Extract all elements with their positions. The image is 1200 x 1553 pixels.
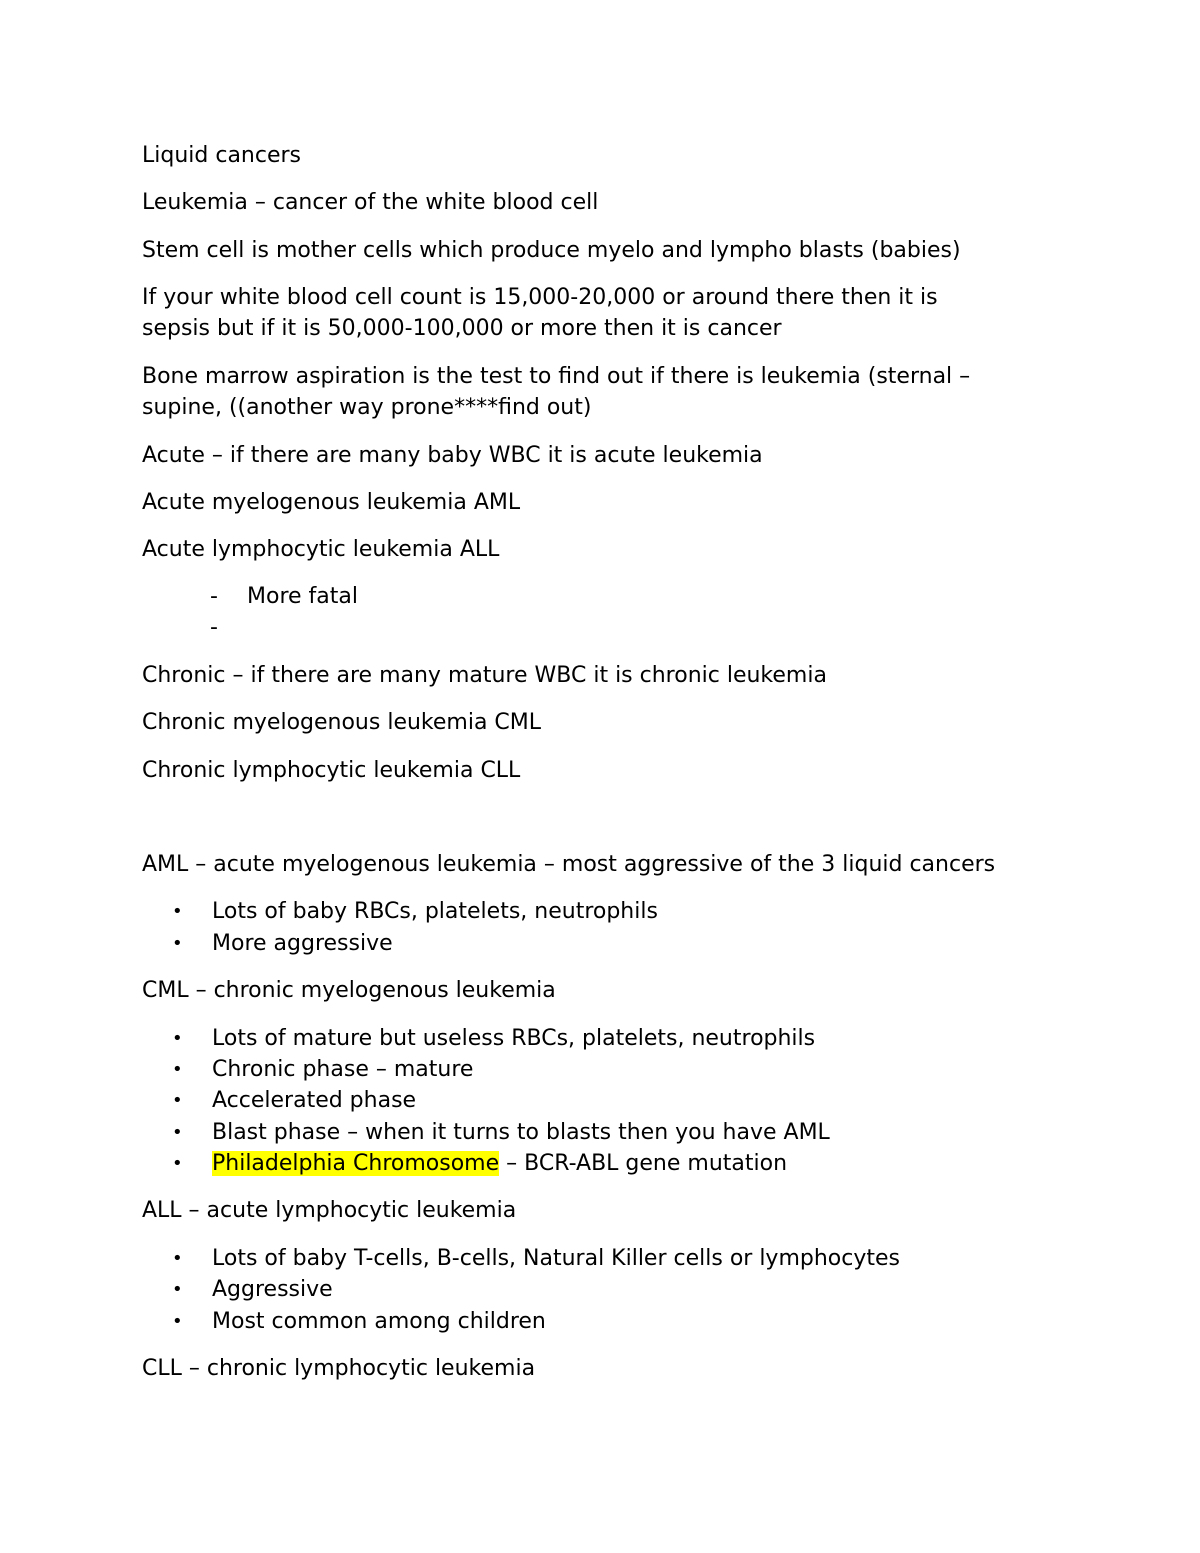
list-item — [172, 1148, 787, 1179]
list-item — [210, 612, 247, 643]
list-item-text: More aggressive — [212, 931, 393, 956]
bullet-marker: • — [172, 1279, 183, 1300]
bone-marrow-line-1: Bone marrow aspiration is the test to find out if there is leukemia (sternal – — [142, 364, 971, 389]
list-item — [172, 1054, 473, 1085]
bullet-marker: • — [172, 1153, 183, 1174]
list-item — [172, 1274, 333, 1305]
list-item-text: Lots of baby RBCs, platelets, neutrophils — [212, 899, 658, 924]
bone-marrow-line-2: supine, ((another way prone****find out) — [142, 395, 592, 420]
list-item — [172, 1306, 546, 1337]
list-item-text: – BCR-ABL gene mutation — [499, 1151, 788, 1176]
cml-heading: CML – chronic myelogenous leukemia — [142, 978, 556, 1003]
all-name: Acute lymphocytic leukemia ALL — [142, 537, 500, 562]
bullet-marker: • — [172, 1028, 183, 1049]
list-item-text: Lots of mature but useless RBCs, platelets, neutrophils — [212, 1026, 816, 1051]
cll-heading: CLL – chronic lymphocytic leukemia — [142, 1356, 536, 1381]
chronic-definition: Chronic – if there are many mature WBC it is chronic leukemia — [142, 663, 827, 688]
dash-marker: - — [210, 584, 218, 609]
bullet-marker: • — [172, 1248, 183, 1269]
aml-name: Acute myelogenous leukemia AML — [142, 490, 521, 515]
cll-name: Chronic lymphocytic leukemia CLL — [142, 758, 521, 783]
stem-cell-text: Stem cell is mother cells which produce myelo and lympho blasts (babies) — [142, 238, 961, 263]
document-title: Liquid cancers — [142, 143, 302, 168]
bullet-marker: • — [172, 1059, 183, 1080]
wbc-count-paragraph — [142, 282, 1102, 344]
highlighted-text: Philadelphia Chromosome — [212, 1151, 500, 1176]
wbc-count-line-2: sepsis but if it is 50,000-100,000 or more then it is cancer — [142, 316, 782, 341]
list-item-text: Lots of baby T-cells, B-cells, Natural Killer cells or lymphocytes — [212, 1246, 900, 1271]
bullet-marker: • — [172, 901, 183, 922]
list-item — [172, 1243, 900, 1274]
list-item-text: Blast phase – when it turns to blasts then you have AML — [212, 1120, 830, 1145]
bullet-marker: • — [172, 1311, 183, 1332]
bone-marrow-paragraph — [142, 361, 1102, 423]
list-item-text: Aggressive — [212, 1277, 333, 1302]
list-item-text: Chronic phase – mature — [212, 1057, 474, 1082]
list-item-text: Accelerated phase — [212, 1088, 417, 1113]
acute-definition: Acute – if there are many baby WBC it is acute leukemia — [142, 443, 763, 468]
aml-heading: AML – acute myelogenous leukemia – most aggressive of the 3 liquid cancers — [142, 852, 996, 877]
list-item — [172, 1085, 416, 1116]
list-item — [172, 896, 658, 927]
list-item — [210, 581, 358, 612]
list-item — [172, 1117, 830, 1148]
dash-marker: - — [210, 615, 218, 640]
list-item — [172, 928, 393, 959]
leukemia-definition: Leukemia – cancer of the white blood cell — [142, 190, 599, 215]
list-item — [172, 1023, 815, 1054]
bullet-marker: • — [172, 933, 183, 954]
list-item-text: Most common among children — [212, 1309, 546, 1334]
bullet-marker: • — [172, 1122, 183, 1143]
wbc-count-line-1: If your white blood cell count is 15,000-20,000 or around there then it is — [142, 285, 938, 310]
list-item-text: More fatal — [247, 584, 358, 609]
cml-name: Chronic myelogenous leukemia CML — [142, 710, 542, 735]
bullet-marker: • — [172, 1090, 183, 1111]
all-heading: ALL – acute lymphocytic leukemia — [142, 1198, 517, 1223]
